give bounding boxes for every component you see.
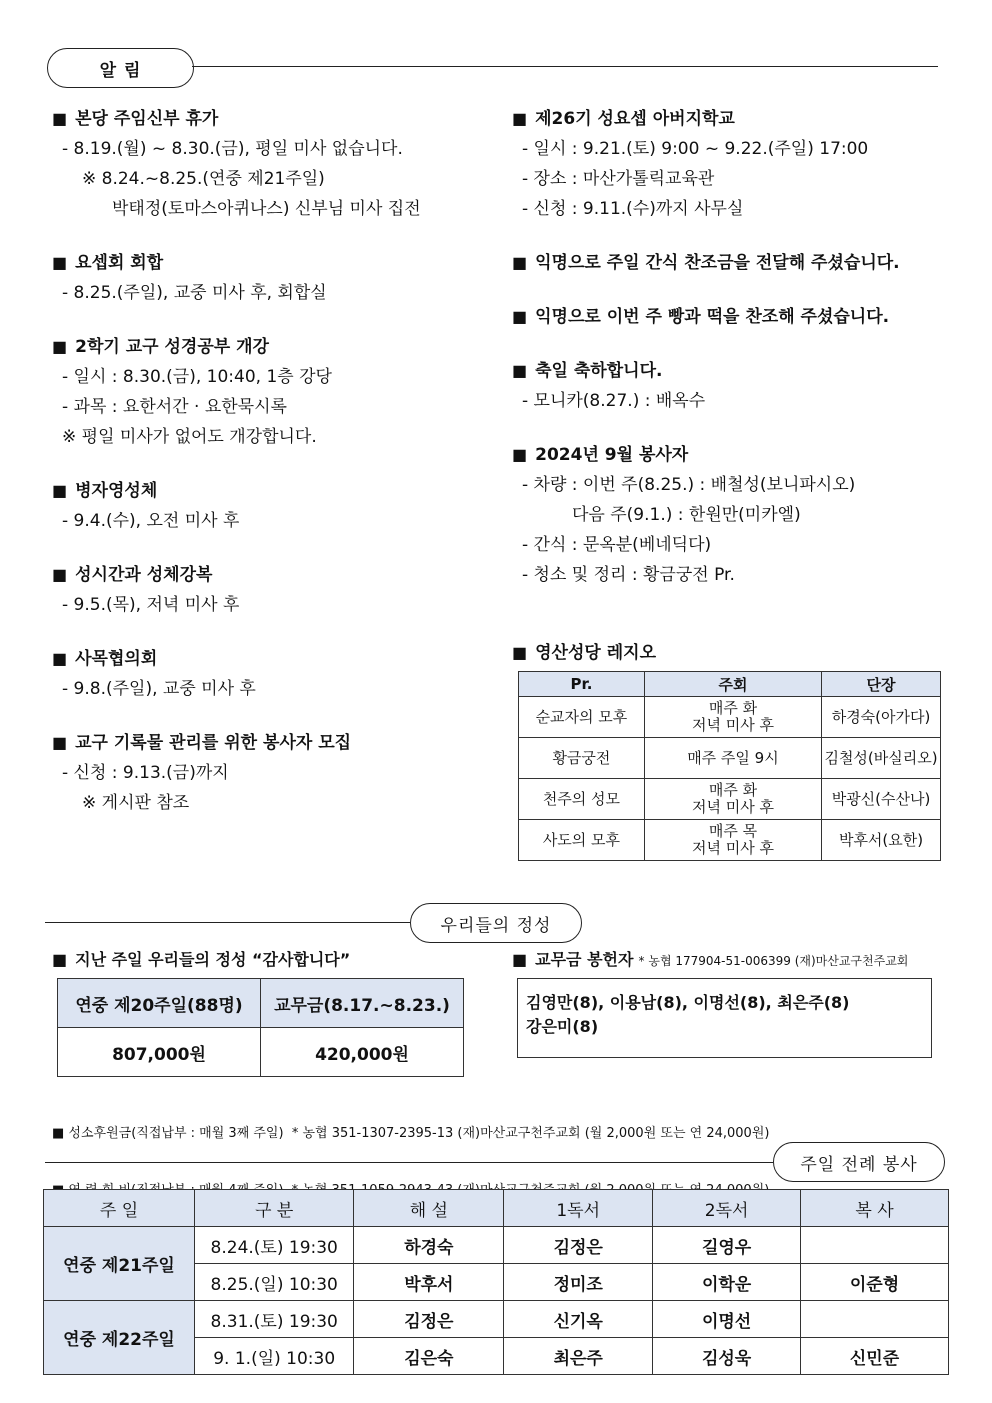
service-cell: 8.24.(토) 19:30 <box>195 1227 354 1264</box>
service-header: 해 설 <box>354 1190 504 1227</box>
tithe-names-line: 강은미(8) <box>526 1017 599 1036</box>
service-header: 1독서 <box>504 1190 653 1227</box>
legio-cell: 박후서(요한) <box>822 820 941 861</box>
notice-item <box>512 104 952 224</box>
notice-item-line: - 신청 : 9.13.(금)까지 <box>62 763 229 783</box>
notice-item-line: 박태정(토마스아퀴나스) 신부님 미사 집전 <box>112 199 421 219</box>
notice-item-line: ※ 평일 미사가 없어도 개강합니다. <box>62 427 317 447</box>
notice-item <box>52 248 492 308</box>
account-line-vocation: ■ 성소후원금(직접납부 : 매월 3째 주일) * 농협 351-1307-2395-13 (재)마산교구천주교회 (월 2,000원 또는 연 24,000원) <box>52 1126 770 1141</box>
notice-item-title: ■ 성시간과 성체강복 <box>52 560 492 590</box>
service-cell: 이준형 <box>801 1264 949 1301</box>
legio-cell: 황금궁전 <box>519 738 645 779</box>
service-cell: 9. 1.(일) 10:30 <box>195 1338 354 1375</box>
service-header: 주 일 <box>44 1190 195 1227</box>
service-cell: 김정은 <box>354 1301 504 1338</box>
notice-item-line: - 8.25.(주일), 교중 미사 후, 회합실 <box>62 283 327 303</box>
legio-header: 주회 <box>644 672 821 697</box>
service-cell: 신기옥 <box>504 1301 653 1338</box>
notice-left-column <box>52 104 492 842</box>
service-cell: 김은숙 <box>354 1338 504 1375</box>
legio-cell: 천주의 성모 <box>519 779 645 820</box>
legio-row <box>519 779 941 820</box>
tithe-heading-row <box>512 947 908 970</box>
service-sunday: 연중 제22주일 <box>44 1301 195 1375</box>
notice-item-line: - 과목 : 요한서간 · 요한묵시록 <box>62 397 287 417</box>
legio-header: 단장 <box>822 672 941 697</box>
notice-item <box>512 356 952 416</box>
service-row <box>44 1301 949 1338</box>
service-cell: 김성욱 <box>653 1338 801 1375</box>
service-cell: 길영우 <box>653 1227 801 1264</box>
legio-row <box>519 738 941 779</box>
offering-divider <box>45 922 410 923</box>
notice-item-line: - 9.5.(목), 저녁 미사 후 <box>62 595 240 615</box>
offering-table <box>57 978 464 1077</box>
service-cell: 정미조 <box>504 1264 653 1301</box>
notice-item-line: - 8.19.(월) ~ 8.30.(금), 평일 미사 없습니다. <box>62 139 403 159</box>
notice-item <box>512 302 952 332</box>
service-cell: 신민준 <box>801 1338 949 1375</box>
legio-row <box>519 820 941 861</box>
legio-cell: 매주 목 저녁 미사 후 <box>644 820 821 861</box>
service-table <box>43 1189 949 1375</box>
notice-item-line: - 9.8.(주일), 교중 미사 후 <box>62 679 256 699</box>
notice-item <box>52 728 492 818</box>
service-cell: 박후서 <box>354 1264 504 1301</box>
legio-title: ■ 영산성당 레지오 <box>512 638 656 663</box>
offering-value-sunday: 807,000원 <box>58 1028 261 1077</box>
offering-header-sunday: 연중 제20주일(88명) <box>58 979 261 1028</box>
legio-cell: 매주 화 저녁 미사 후 <box>644 697 821 738</box>
notice-item-line: ※ 8.24.~8.25.(연중 제21주일) <box>82 169 325 189</box>
legio-cell: 김철성(바실리오) <box>822 738 941 779</box>
service-cell: 김정은 <box>504 1227 653 1264</box>
notice-item-title: ■ 사목협의회 <box>52 644 492 674</box>
notice-divider <box>192 66 938 67</box>
notice-item-title: ■ 익명으로 주일 간식 찬조금을 전달해 주셨습니다. <box>512 248 952 278</box>
notice-item-line: - 모니카(8.27.) : 배옥수 <box>522 391 706 411</box>
notice-item-title: ■ 2학기 교구 성경공부 개강 <box>52 332 492 362</box>
notice-item <box>512 248 952 278</box>
notice-item-title: ■ 요셉회 회합 <box>52 248 492 278</box>
service-cell: 8.31.(토) 19:30 <box>195 1301 354 1338</box>
notice-item-title: ■ 병자영성체 <box>52 476 492 506</box>
notice-item <box>52 104 492 224</box>
service-sunday: 연중 제21주일 <box>44 1227 195 1301</box>
service-header: 구 분 <box>195 1190 354 1227</box>
offering-title: 우리들의 정성 <box>410 903 582 943</box>
notice-item-title: ■ 본당 주임신부 휴가 <box>52 104 492 134</box>
legio-row <box>519 697 941 738</box>
notice-title: 알 림 <box>47 48 194 88</box>
service-cell: 8.25.(일) 10:30 <box>195 1264 354 1301</box>
notice-item-line: ※ 게시판 참조 <box>82 793 190 813</box>
notice-item-line: - 차량 : 이번 주(8.25.) : 배철성(보니파시오) <box>522 475 856 495</box>
service-title: 주일 전례 봉사 <box>773 1142 945 1182</box>
notice-item <box>512 440 952 590</box>
notice-item-line: - 9.4.(수), 오전 미사 후 <box>62 511 240 531</box>
notice-item-line: - 간식 : 문옥분(베네딕다) <box>522 535 712 555</box>
notice-item <box>52 560 492 620</box>
service-header: 2독서 <box>653 1190 801 1227</box>
legio-cell: 매주 주일 9시 <box>644 738 821 779</box>
service-cell: 하경숙 <box>354 1227 504 1264</box>
tithe-heading: ■ 교무금 봉헌자 <box>512 950 633 969</box>
offering-value-tithe: 420,000원 <box>261 1028 464 1077</box>
service-row <box>44 1227 949 1264</box>
notice-item-line: - 장소 : 마산가톨릭교육관 <box>522 169 715 189</box>
legio-cell: 사도의 모후 <box>519 820 645 861</box>
service-cell: 최은주 <box>504 1338 653 1375</box>
service-cell: 이학운 <box>653 1264 801 1301</box>
notice-item-line: - 신청 : 9.11.(수)까지 사무실 <box>522 199 744 219</box>
notice-item-title: ■ 2024년 9월 봉사자 <box>512 440 952 470</box>
notice-item-title: ■ 익명으로 이번 주 빵과 떡을 찬조해 주셨습니다. <box>512 302 952 332</box>
service-divider <box>45 1162 773 1163</box>
tithe-names-line: 김영만(8), 이용남(8), 이명선(8), 최은주(8) <box>526 993 850 1012</box>
service-header: 복 사 <box>801 1190 949 1227</box>
notice-item-line: - 일시 : 8.30.(금), 10:40, 1층 강당 <box>62 367 332 387</box>
notice-item <box>52 644 492 704</box>
notice-item-title: ■ 제26기 성요셉 아버지학교 <box>512 104 952 134</box>
notice-item-title: ■ 교구 기록물 관리를 위한 봉사자 모집 <box>52 728 492 758</box>
service-cell <box>801 1301 949 1338</box>
tithe-account: * 농협 177904-51-006399 (재)마산교구천주교회 <box>638 954 909 968</box>
notice-item <box>52 476 492 536</box>
notice-item-line: 다음 주(9.1.) : 한원만(미카엘) <box>572 505 801 525</box>
notice-item-line: - 일시 : 9.21.(토) 9:00 ~ 9.22.(주일) 17:00 <box>522 139 869 159</box>
service-cell: 이명선 <box>653 1301 801 1338</box>
notice-item <box>52 332 492 452</box>
service-cell <box>801 1227 949 1264</box>
legio-cell: 매주 화 저녁 미사 후 <box>644 779 821 820</box>
legio-cell: 박광신(수산나) <box>822 779 941 820</box>
offering-header-tithe: 교무금(8.17.~8.23.) <box>261 979 464 1028</box>
offering-heading: ■ 지난 주일 우리들의 정성 “감사합니다” <box>52 947 350 970</box>
notice-item-line: - 청소 및 정리 : 황금궁전 Pr. <box>522 565 735 585</box>
notice-right-column <box>512 104 952 614</box>
legio-header: Pr. <box>519 672 645 697</box>
tithe-names-box <box>517 978 932 1058</box>
legio-cell: 순교자의 모후 <box>519 697 645 738</box>
legio-cell: 하경숙(아가다) <box>822 697 941 738</box>
notice-item-title: ■ 축일 축하합니다. <box>512 356 952 386</box>
legio-table <box>518 671 941 861</box>
